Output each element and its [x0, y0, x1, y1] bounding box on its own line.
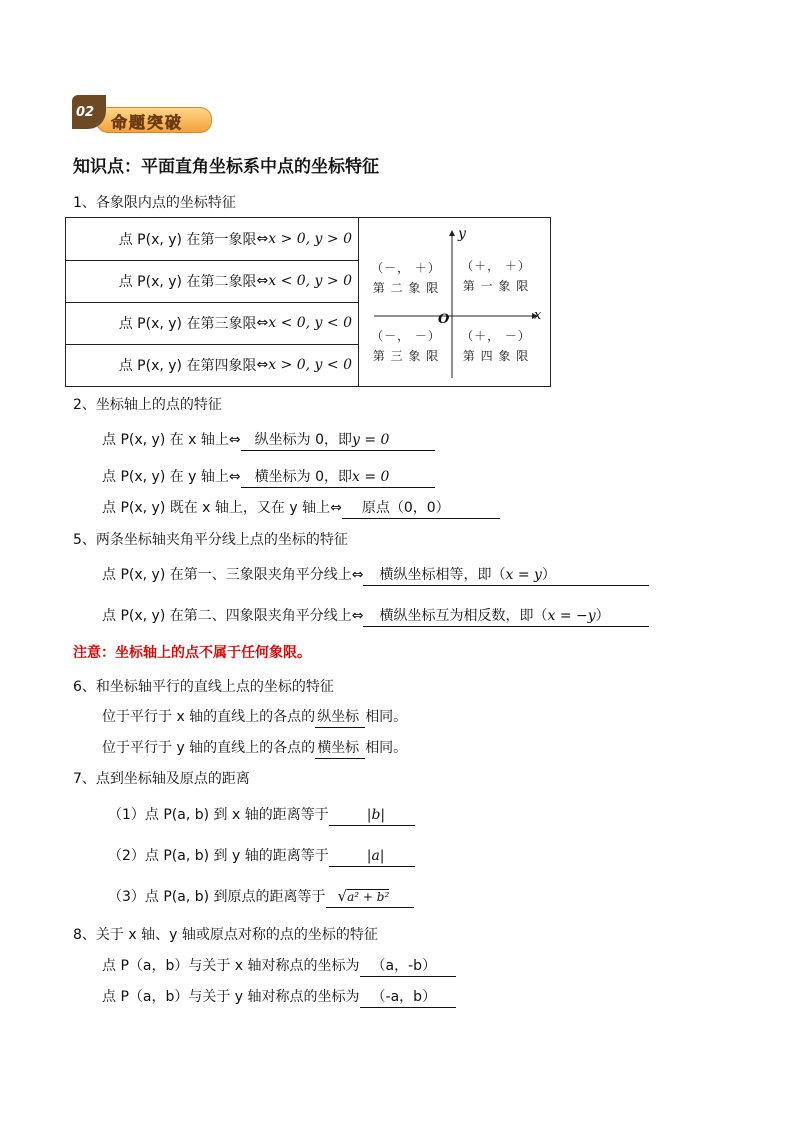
- axis-point-line-1: 点 P(x, y) 在 x 轴上⇔ 纵坐标为 0，即y = 0: [102, 429, 435, 451]
- section-2-title: 2、坐标轴上的点的特征: [73, 397, 222, 413]
- symmetry-line-1: 点 P（a，b）与关于 x 轴对称点的坐标为 （a，-b）: [102, 955, 456, 977]
- quadrant-rule-3: [66, 302, 358, 344]
- answer-blank: |b|: [329, 806, 415, 826]
- quadrant-rules: [66, 218, 359, 386]
- answer-blank: 原点（0，0）: [342, 499, 500, 519]
- rule-text: 点 P(x, y) 在第一象限: [118, 232, 257, 248]
- answer-blank: 横纵坐标互为相反数，即（x = −y）: [363, 607, 649, 627]
- answer-blank: √a² + b²: [326, 887, 414, 908]
- parallel-line-2: 位于平行于 y 轴的直线上的各点的 横坐标 相同。: [102, 737, 407, 759]
- distance-line-3: （3）点 P(a, b) 到原点的距离等于 √a² + b²: [108, 886, 414, 908]
- y-axis-label: y: [458, 226, 466, 242]
- section-1-title: 1、各象限内点的坐标特征: [73, 195, 236, 211]
- section-5-title: 5、两条坐标轴夹角平分线上点的坐标的特征: [73, 532, 348, 548]
- quadrant-table: [65, 217, 551, 387]
- banner-number: 02: [76, 105, 95, 120]
- bisector-line-2: 点 P(x, y) 在第二、四象限夹角平分线上⇔ 横纵坐标互为相反数，即（x = −y）: [102, 605, 649, 627]
- section-7-title: 7、点到坐标轴及原点的距离: [73, 771, 250, 787]
- symmetry-line-2: 点 P（a，b）与关于 y 轴对称点的坐标为 （-a，b）: [102, 986, 456, 1008]
- section-6-title: 6、和坐标轴平行的直线上点的坐标的特征: [73, 679, 334, 695]
- equiv-arrow: ⇔: [256, 357, 269, 373]
- rule-text: 点 P(x, y) 在第二象限: [118, 274, 257, 290]
- y-axis-arrow-icon: [449, 230, 455, 236]
- rule-math: x > 0, y > 0: [268, 231, 352, 247]
- quadrant-rule-2: [66, 260, 358, 302]
- parallel-line-1: 位于平行于 x 轴的直线上的各点的 纵坐标 相同。: [102, 706, 407, 728]
- answer-blank: 纵坐标为 0，即y = 0: [241, 431, 435, 451]
- bisector-line-1: 点 P(x, y) 在第一、三象限夹角平分线上⇔ 横纵坐标相等，即（x = y）: [102, 564, 649, 586]
- quadrant-rule-4: [66, 344, 358, 386]
- distance-line-1: （1）点 P(a, b) 到 x 轴的距离等于 |b|: [108, 804, 415, 826]
- origin-label: O: [438, 312, 450, 327]
- answer-blank: 纵坐标: [315, 708, 365, 728]
- rule-math: x < 0, y < 0: [268, 315, 352, 331]
- answer-blank: 横纵坐标相等，即（x = y）: [363, 566, 649, 586]
- page-title: 知识点：平面直角坐标系中点的坐标特征: [73, 157, 379, 177]
- quadrant-diagram: [358, 218, 550, 386]
- quadrant-3-label: （－， －） 第 三 象 限: [371, 329, 441, 363]
- answer-blank: 横坐标: [315, 739, 365, 759]
- quadrant-rule-1: [66, 218, 358, 260]
- answer-blank: （a，-b）: [360, 957, 456, 977]
- rule-math: x < 0, y > 0: [268, 273, 352, 289]
- section-8-title: 8、关于 x 轴、y 轴或原点对称的点的坐标的特征: [73, 927, 378, 943]
- note-text: 注意：坐标轴上的点不属于任何象限。: [73, 645, 311, 661]
- banner-pill: [96, 107, 212, 133]
- section-banner: [72, 95, 212, 135]
- equiv-arrow: ⇔: [256, 273, 269, 289]
- rule-text: 点 P(x, y) 在第四象限: [118, 358, 257, 374]
- quadrant-2-label: （－， ＋） 第 二 象 限: [371, 261, 441, 295]
- rule-math: x > 0, y < 0: [268, 357, 352, 373]
- axis-point-line-2: 点 P(x, y) 在 y 轴上⇔ 横坐标为 0，即x = 0: [102, 466, 435, 488]
- x-axis-label: x: [534, 308, 542, 323]
- quadrant-4-label: （＋， －） 第 四 象 限: [461, 329, 531, 363]
- answer-blank: 横坐标为 0，即x = 0: [241, 468, 435, 488]
- equiv-arrow: ⇔: [256, 231, 269, 247]
- equiv-arrow: ⇔: [256, 315, 269, 331]
- rule-text: 点 P(x, y) 在第三象限: [118, 316, 257, 332]
- banner-title: 命题突破: [111, 113, 184, 132]
- axis-point-line-3: 点 P(x, y) 既在 x 轴上，又在 y 轴上⇔ 原点（0，0）: [102, 497, 500, 519]
- quadrant-1-label: （＋， ＋） 第 一 象 限: [461, 259, 531, 293]
- answer-blank: （-a，b）: [360, 988, 456, 1008]
- answer-blank: |a|: [329, 847, 415, 867]
- distance-line-2: （2）点 P(a, b) 到 y 轴的距离等于 |a|: [108, 845, 415, 867]
